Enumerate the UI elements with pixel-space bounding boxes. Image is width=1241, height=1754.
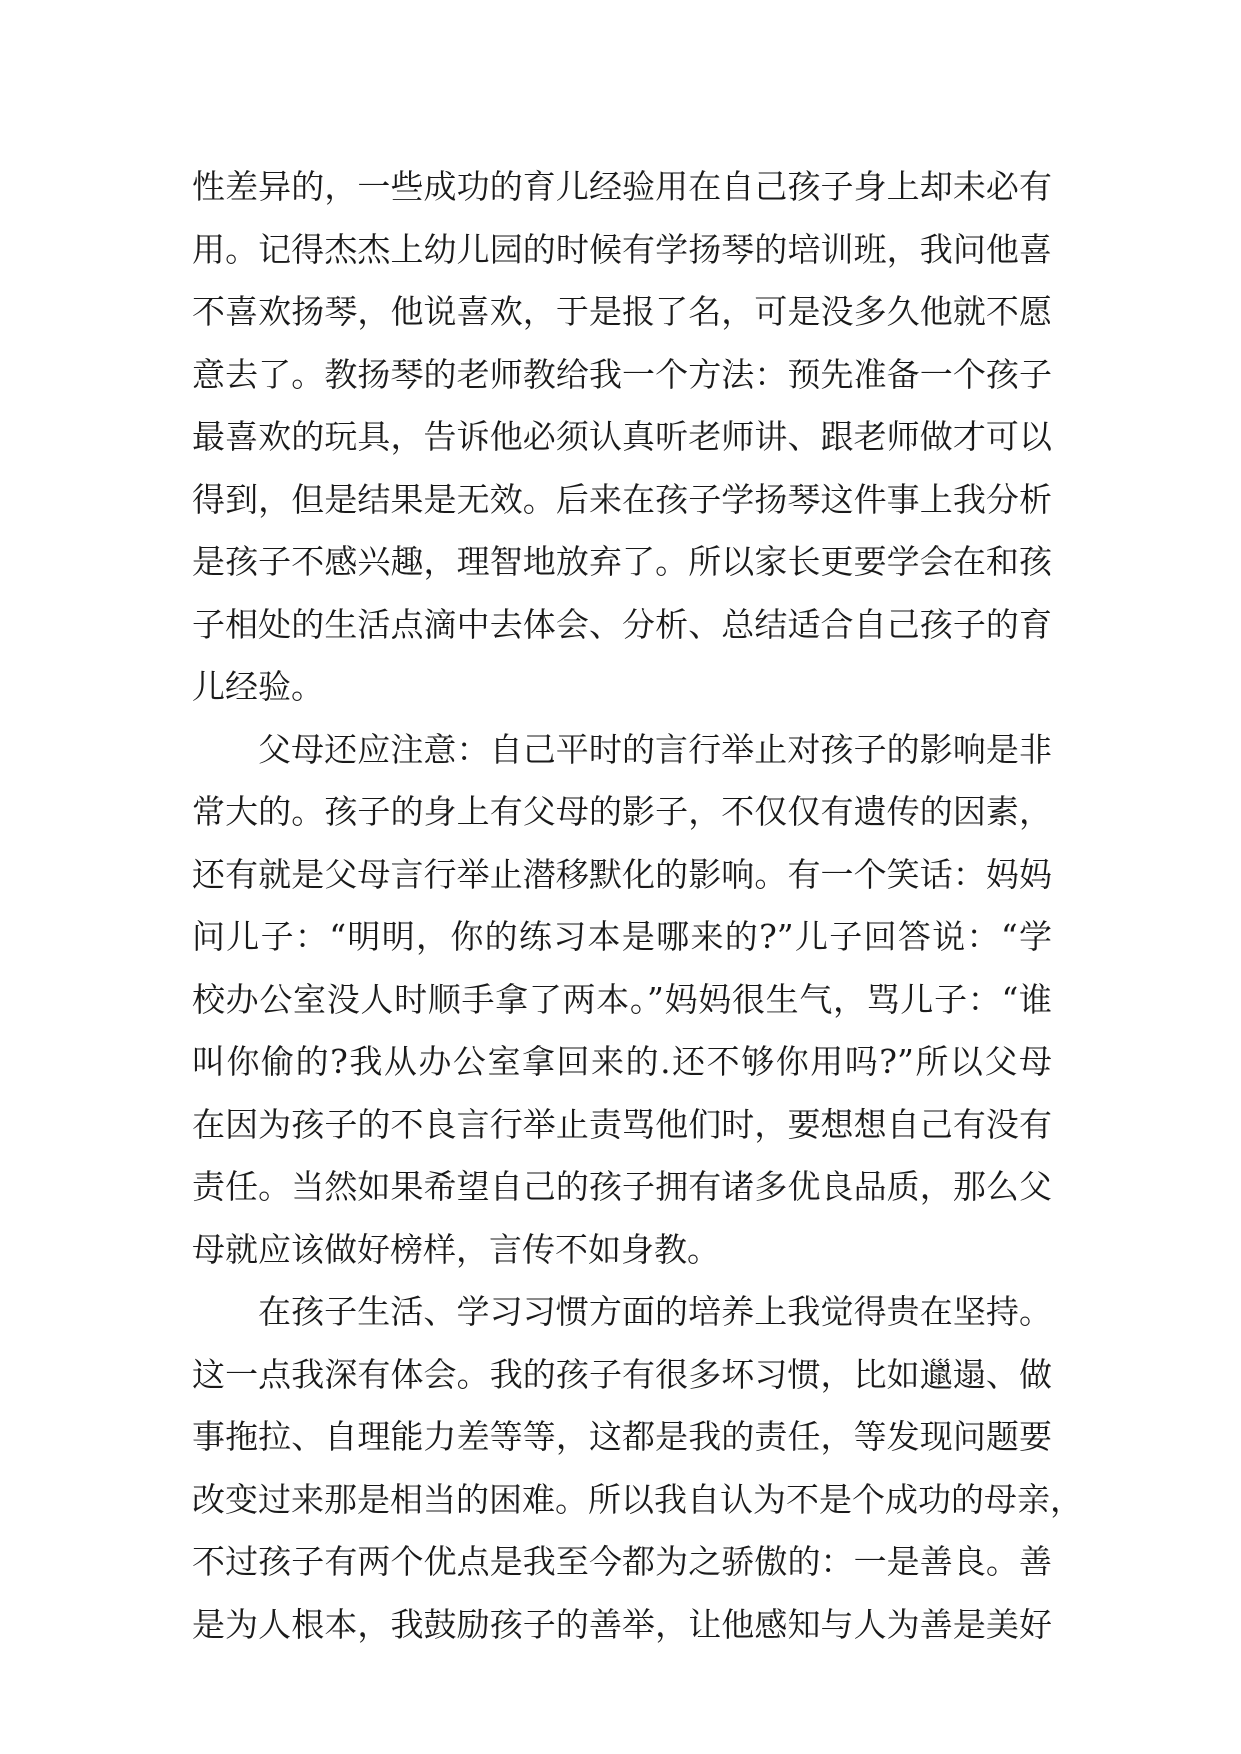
text-line: 常大的。孩子的身上有父母的影子，不仅仅有遗传的因素， — [192, 792, 1052, 831]
paragraph-2 — [192, 719, 1052, 1282]
text-line: 叫你偷的?我从办公室拿回来的.还不够你用吗?”所以父母 — [192, 1042, 1052, 1081]
text-line: 在孩子生活、学习习惯方面的培养上我觉得贵在坚持。 — [258, 1292, 1052, 1331]
text-line: 校办公室没人时顺手拿了两本。”妈妈很生气，骂儿子：“谁 — [192, 979, 1052, 1019]
text-line: 母就应该做好榜样，言传不如身教。 — [192, 1229, 720, 1269]
text-line: 事拖拉、自理能力差等等，这都是我的责任，等发现问题要 — [192, 1417, 1052, 1456]
text-line: 问儿子：“明明，你的练习本是哪来的?”儿子回答说：“学 — [192, 917, 1052, 956]
text-line: 父母还应注意：自己平时的言行举止对孩子的影响是非 — [258, 729, 1052, 769]
text-line: 是孩子不感兴趣，理智地放弃了。所以家长更要学会在和孩 — [192, 542, 1052, 581]
text-line: 儿经验。 — [192, 667, 324, 706]
text-line: 不喜欢扬琴，他说喜欢，于是报了名，可是没多久他就不愿 — [192, 292, 1052, 331]
text-line: 是为人根本，我鼓励孩子的善举，让他感知与人为善是美好 — [192, 1604, 1052, 1644]
paragraph-3 — [192, 1281, 1083, 1656]
text-line: 这一点我深有体会。我的孩子有很多坏习惯，比如邋遢、做 — [192, 1354, 1052, 1394]
text-line: 责任。当然如果希望自己的孩子拥有诸多优良品质，那么父 — [192, 1167, 1052, 1206]
text-line: 子相处的生活点滴中去体会、分析、总结适合自己孩子的育 — [192, 604, 1052, 644]
text-line: 意去了。教扬琴的老师教给我一个方法：预先准备一个孩子 — [192, 354, 1052, 394]
text-line: 最喜欢的玩具，告诉他必须认真听老师讲、跟老师做才可以 — [192, 417, 1052, 456]
body-text — [192, 156, 1083, 1656]
text-line: 性差异的，一些成功的育儿经验用在自己孩子身上却未必有 — [192, 167, 1052, 206]
text-line: 不过孩子有两个优点是我至今都为之骄傲的：一是善良。善 — [192, 1542, 1052, 1581]
text-line: 用。记得杰杰上幼儿园的时候有学扬琴的培训班，我问他喜 — [192, 229, 1052, 269]
text-line: 得到，但是结果是无效。后来在孩子学扬琴这件事上我分析 — [192, 479, 1052, 519]
text-line: 改变过来那是相当的困难。所以我自认为不是个成功的母亲， — [192, 1479, 1083, 1519]
text-line: 在因为孩子的不良言行举止责骂他们时，要想想自己有没有 — [192, 1104, 1052, 1144]
text-line: 还有就是父母言行举止潜移默化的影响。有一个笑话：妈妈 — [192, 854, 1052, 894]
paragraph-1 — [192, 156, 1052, 719]
